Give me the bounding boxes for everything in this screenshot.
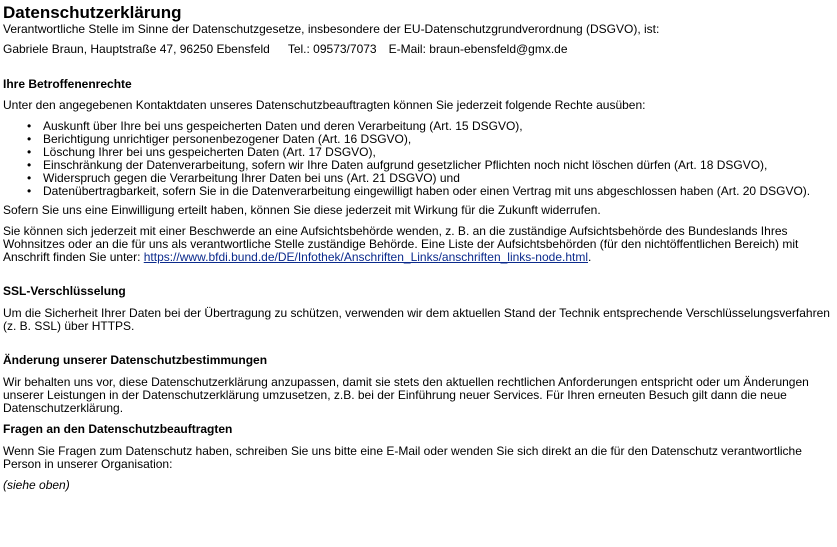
changes-heading: Änderung unserer Datenschutzbestimmungen <box>3 353 268 367</box>
list-item-text: Einschränkung der Datenverarbeitung, sofern wir Ihre Daten aufgrund gesetzlicher Pflichten noch nicht löschen dürfen (Art. 18 DSGVO), <box>43 158 768 172</box>
list-item-text: Löschung Ihrer bei uns gespeicherten Daten (Art. 17 DSGVO), <box>43 145 376 159</box>
questions-text: Wenn Sie Fragen zum Datenschutz haben, schreiben Sie uns bitte eine E-Mail oder wenden Sie sich direkt an die für den Datenschutz verantwortliche Person in unserer Organisation: <box>3 444 802 471</box>
bullet-icon: • <box>27 145 32 159</box>
bullet-icon: • <box>27 184 32 198</box>
complaint-body: Sie können sich jederzeit mit einer Beschwerde an eine Aufsichtsbehörde wenden, z. B. an die zuständige Aufsichtsbehörde des Bundeslands Ihres Wohnsitzes oder an die für uns als verantwortliche Stelle zuständige Behörde. Eine Liste der Aufsichtsbehörden (für den nichtöffentlichen Bereich) mit Anschrift finden Sie unter: <box>3 224 799 264</box>
list-item-text: Auskunft über Ihre bei uns gespeicherten Daten und deren Verarbeitung (Art. 15 DSGVO), <box>43 119 523 133</box>
list-item <box>3 185 831 198</box>
changes-text: Wir behalten uns vor, diese Datenschutzerklärung anzupassen, damit sie stets den aktuellen rechtlichen Anforderungen entspricht oder um Änderungen unserer Leistungen in der Datenschutzerklärung umzusetzen, z.B. bei der Einführung neuer Services. Für Ihren erneuten Besuch gilt dann die neue Datenschutzerklärung. <box>3 375 809 415</box>
see-above-note: (siehe oben) <box>3 478 70 492</box>
rights-intro: Unter den angegebenen Kontaktdaten unseres Datenschutzbeauftragten können Sie jederzeit folgende Rechte ausüben: <box>3 98 646 112</box>
bullet-icon: • <box>27 171 32 185</box>
bullet-icon: • <box>27 119 32 133</box>
contact-address: Gabriele Braun, Hauptstraße 47, 96250 Ebensfeld <box>3 42 270 56</box>
complaint-text <box>3 225 831 264</box>
list-item-text: Datenübertragbarkeit, sofern Sie in die Datenverarbeitung eingewilligt haben oder einen Vertrag mit uns abgeschlossen haben (Art. 20 DSGVO). <box>43 184 811 198</box>
supervisory-authorities-link[interactable]: https://www.bfdi.bund.de/DE/Infothek/Anschriften_Links/anschriften_links-node.html <box>143 250 588 264</box>
questions-heading: Fragen an den Datenschutzbeauftragten <box>3 422 233 436</box>
rights-list <box>3 120 831 198</box>
bullet-icon: • <box>27 158 32 172</box>
page-title: Datenschutzerklärung <box>3 3 182 22</box>
list-item-text: Berichtigung unrichtiger personenbezogener Daten (Art. 16 DSGVO), <box>43 132 412 146</box>
list-item-text: Widerspruch gegen die Verarbeitung Ihrer Daten bei uns (Art. 21 DSGVO) und <box>43 171 460 185</box>
bullet-icon: • <box>27 132 32 146</box>
contact-phone: Tel.: 09573/7073 <box>287 42 377 56</box>
complaint-end: . <box>588 250 592 264</box>
responsible-intro: Verantwortliche Stelle im Sinne der Datenschutzgesetze, insbesondere der EU-Datenschutzgrundverordnung (DSGVO), ist: <box>3 22 660 36</box>
ssl-text: Um die Sicherheit Ihrer Daten bei der Übertragung zu schützen, verwenden wir dem aktuellen Stand der Technik entsprechende Verschlüsselungsverfahren (z. B. SSL) über HTTPS. <box>3 306 830 333</box>
consent-text: Sofern Sie uns eine Einwilligung erteilt haben, können Sie diese jederzeit mit Wirkung für die Zukunft widerrufen. <box>3 203 601 217</box>
contact-email: E-Mail: braun-ebensfeld@gmx.de <box>388 42 568 56</box>
contact-line <box>3 43 831 56</box>
rights-heading: Ihre Betroffenenrechte <box>3 77 132 91</box>
ssl-heading: SSL-Verschlüsselung <box>3 284 126 298</box>
privacy-policy-document <box>3 4 831 492</box>
